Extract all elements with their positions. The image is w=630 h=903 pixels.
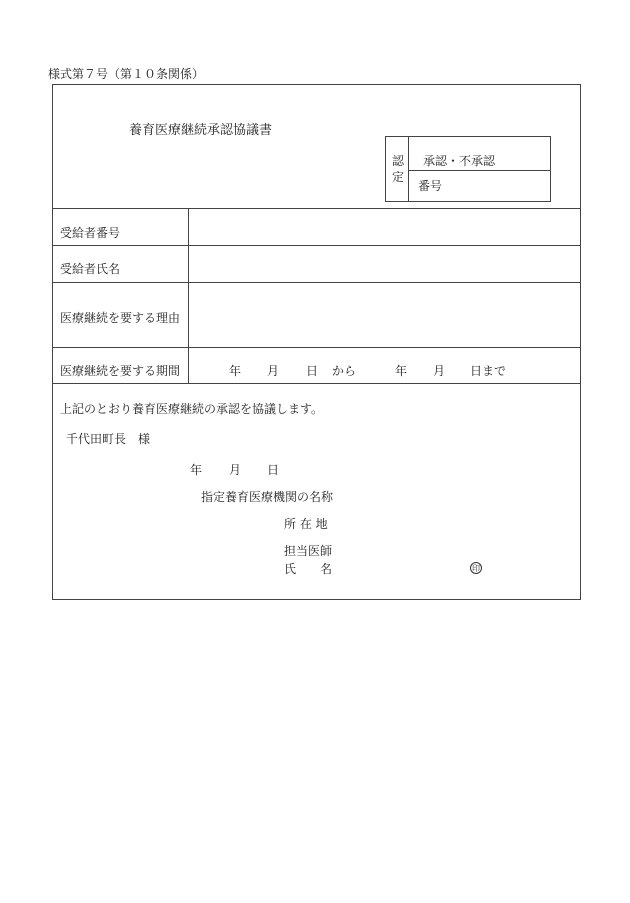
addressee: 千代田町長 様 (66, 432, 151, 446)
reason-label: 医療継続を要する理由 (60, 311, 181, 325)
date-year: 年 (190, 463, 203, 477)
recipient-number-label: 受給者番号 (60, 226, 121, 240)
row-divider-5 (52, 383, 581, 384)
seal-label: 印 (472, 564, 480, 573)
period-from: から (332, 364, 357, 378)
approval-box (385, 136, 551, 202)
name-label-2: 名 (320, 562, 333, 576)
statement: 上記のとおり養育医療継続の承認を協議します。 (60, 402, 324, 416)
name-label-1: 氏 (284, 562, 297, 576)
date-day: 日 (267, 463, 280, 477)
period-year-2: 年 (395, 364, 408, 378)
approval-divider-v (408, 136, 409, 202)
approval-label-2: 定 (392, 170, 405, 184)
approval-divider-h (408, 170, 551, 171)
period-day-1: 日 (306, 364, 319, 378)
date-month: 月 (229, 463, 242, 477)
approval-number-label: 番号 (418, 179, 443, 193)
approval-label-1: 認 (392, 154, 405, 168)
recipient-name-label: 受給者氏名 (60, 262, 121, 276)
row-divider-1 (52, 208, 581, 209)
label-column-divider (188, 208, 189, 383)
period-month-1: 月 (267, 364, 280, 378)
form-number: 様式第７号（第１０条関係） (48, 67, 205, 81)
form-title: 養育医療継続承認協議書 (129, 123, 273, 138)
period-day-until: 日まで (470, 364, 507, 378)
doctor-label: 担当医師 (284, 544, 333, 558)
period-year-1: 年 (229, 364, 242, 378)
period-month-2: 月 (433, 364, 446, 378)
seal-mark (470, 562, 482, 574)
location-label: 所 在 地 (284, 517, 328, 531)
row-divider-4 (52, 347, 581, 348)
institution-name-label: 指定養育医療機関の名称 (201, 490, 334, 504)
row-divider-3 (52, 282, 581, 283)
period-label: 医療継続を要する期間 (60, 364, 181, 378)
approval-status: 承認・不承認 (423, 154, 496, 168)
row-divider-2 (52, 245, 581, 246)
